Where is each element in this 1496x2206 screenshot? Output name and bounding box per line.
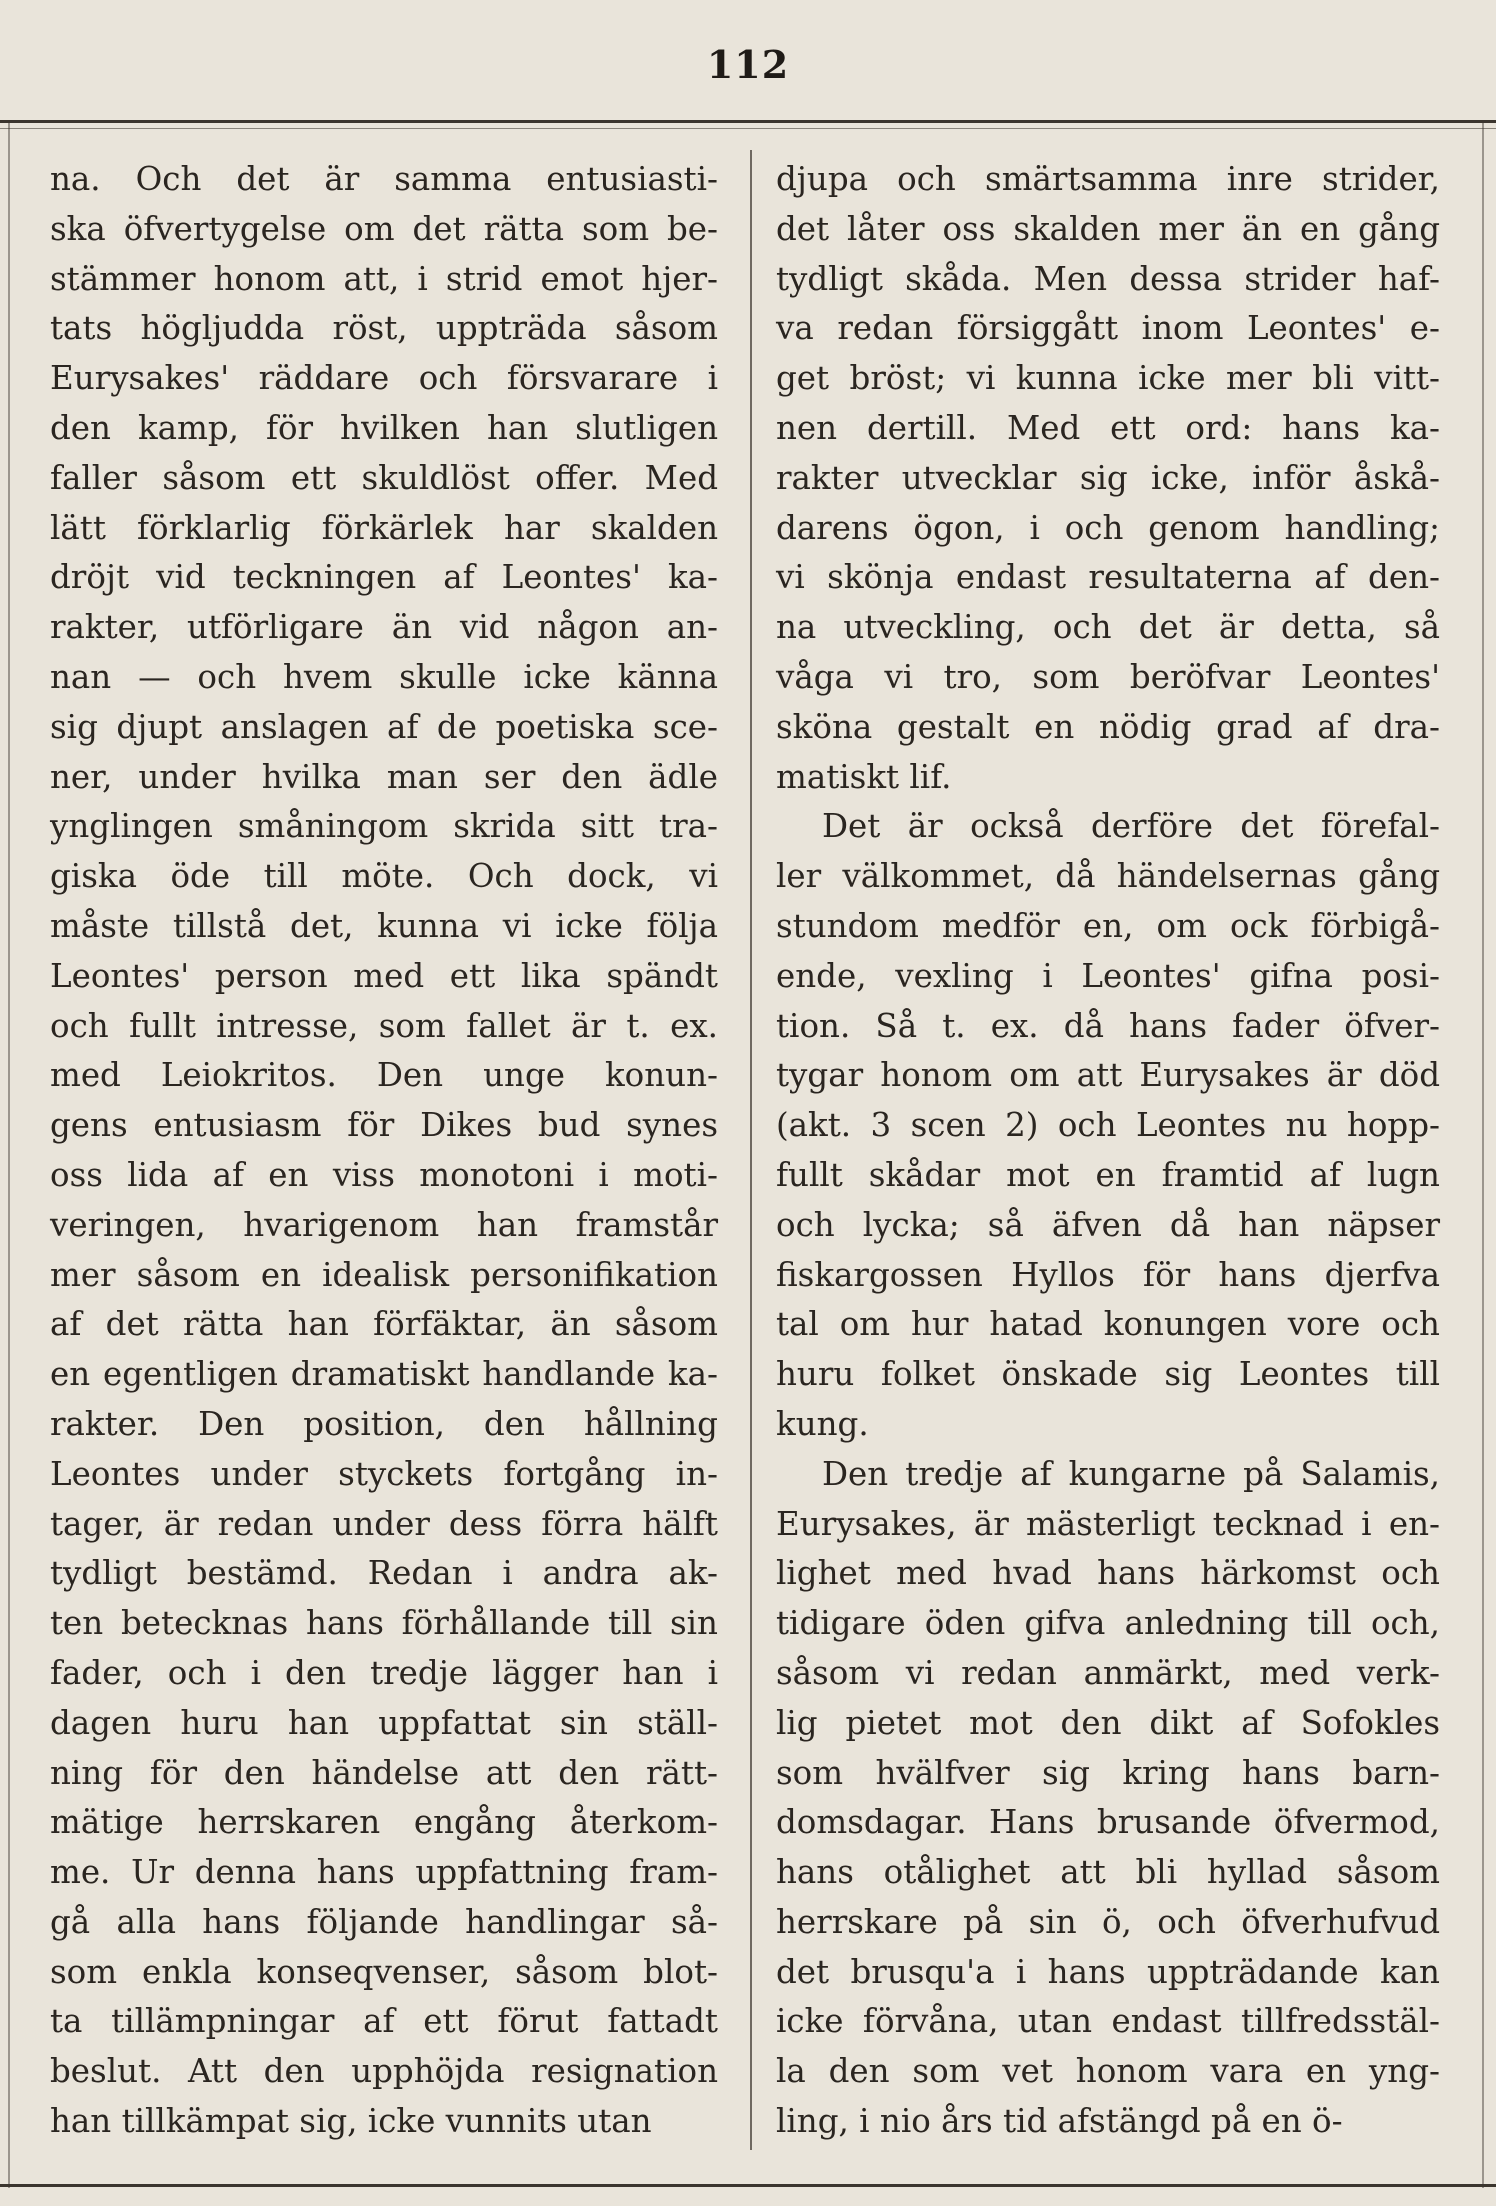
- left-border-rule: [8, 120, 10, 2188]
- text-line: Leontes under styckets fortgång in-: [50, 1454, 718, 1493]
- text-line: Leontes' person med ett lika spändt: [50, 956, 718, 995]
- text-line: vi skönja endast resultaterna af den-: [776, 558, 1440, 597]
- text-line: matiskt lif.: [776, 757, 952, 796]
- text-line: stämmer honom att, i strid emot hjer-: [50, 259, 718, 298]
- text-line: måste tillstå det, kunna vi icke följa: [50, 906, 718, 945]
- top-rule-thin: [0, 128, 1496, 129]
- text-line: gå alla hans följande handlingar så-: [50, 1902, 718, 1941]
- text-line: herrskare på sin ö, och öfverhufvud: [776, 1902, 1440, 1941]
- text-line: Det är också derföre det förefal-: [822, 807, 1440, 846]
- text-line: fullt skådar mot en framtid af lugn: [776, 1155, 1440, 1194]
- text-line: det låter oss skalden mer än en gång: [776, 209, 1440, 248]
- text-line: djupa och smärtsamma inre strider,: [776, 160, 1440, 198]
- text-line: faller såsom ett skuldlöst offer. Med: [50, 458, 718, 497]
- text-line: icke förvåna, utan endast tillfredsstäl-: [776, 2002, 1440, 2041]
- bottom-rule: [0, 2184, 1496, 2187]
- text-line: ska öfvertygelse om det rätta som be-: [50, 209, 718, 248]
- text-line: våga vi tro, som beröfvar Leontes': [776, 657, 1440, 696]
- text-line: oss lida af en viss monotoni i moti-: [50, 1155, 718, 1194]
- text-line: ta tillämpningar af ett förut fattadt: [50, 2002, 718, 2041]
- text-line: den kamp, för hvilken han slutligen: [50, 408, 718, 447]
- text-line: som hvälfver sig kring hans barn-: [776, 1753, 1440, 1792]
- text-line: ler välkommet, då händelsernas gång: [776, 857, 1440, 896]
- text-line: veringen, hvarigenom han framstår: [50, 1205, 718, 1244]
- text-line: Eurysakes' räddare och försvarare i: [50, 359, 718, 398]
- text-line: som enkla konseqvenser, såsom blot-: [50, 1952, 718, 1991]
- text-line: ten betecknas hans förhållande till sin: [50, 1604, 718, 1643]
- text-line: en egentligen dramatiskt handlande ka-: [50, 1355, 718, 1394]
- text-line: dagen huru han uppfattat sin ställ-: [50, 1703, 718, 1742]
- text-line: na. Och det är samma entusiasti-: [50, 160, 718, 198]
- text-line: tion. Så t. ex. då hans fader öfver-: [776, 1006, 1440, 1045]
- text-line: tydligt bestämd. Redan i andra ak-: [50, 1554, 718, 1593]
- text-line: nen dertill. Med ett ord: hans ka-: [776, 408, 1440, 447]
- text-line: af det rätta han förfäktar, än såsom: [50, 1305, 718, 1344]
- text-line: mer såsom en idealisk personifikation: [50, 1255, 718, 1294]
- text-line: gens entusiasm för Dikes bud synes: [50, 1106, 718, 1145]
- text-line: tidigare öden gifva anledning till och,: [776, 1604, 1440, 1643]
- text-line: beslut. Att den upphöjda resignation: [50, 2052, 718, 2091]
- text-line: och lycka; så äfven då han näpser: [776, 1205, 1440, 1244]
- text-line: ning för den händelse att den rätt-: [50, 1753, 718, 1792]
- text-line: med Leiokritos. Den unge konun-: [50, 1056, 718, 1095]
- column-divider: [750, 150, 752, 2150]
- text-line: tager, är redan under dess förra hälft: [50, 1504, 718, 1543]
- text-line: fiskargossen Hyllos för hans djerfva: [776, 1255, 1440, 1294]
- text-line: giska öde till möte. Och dock, vi: [50, 857, 718, 896]
- text-line: ende, vexling i Leontes' gifna posi-: [776, 956, 1440, 995]
- text-line: Eurysakes, är mästerligt tecknad i en-: [776, 1504, 1440, 1543]
- text-line: hans otålighet att bli hyllad såsom: [776, 1853, 1440, 1892]
- text-line: get bröst; vi kunna icke mer bli vitt-: [776, 359, 1440, 398]
- text-line: sköna gestalt en nödig grad af dra-: [776, 707, 1440, 746]
- text-line: tydligt skåda. Men dessa strider haf-: [776, 259, 1440, 298]
- text-line: kung.: [776, 1404, 869, 1443]
- text-line: ynglingen småningom skrida sitt tra-: [50, 807, 718, 846]
- text-line: tats högljudda röst, uppträda såsom: [50, 309, 718, 348]
- text-line: dröjt vid teckningen af Leontes' ka-: [50, 558, 718, 597]
- text-line: han tillkämpat sig, icke vunnits utan: [50, 2102, 652, 2141]
- text-line: mätige herrskaren engång återkom-: [50, 1803, 718, 1842]
- text-line: tal om hur hatad konungen vore och: [776, 1305, 1440, 1344]
- right-text-column: [776, 155, 1440, 2147]
- text-line: rakter utvecklar sig icke, inför åskå-: [776, 458, 1440, 497]
- text-line: lighet med hvad hans härkomst och: [776, 1554, 1440, 1593]
- text-line: darens ögon, i och genom handling;: [776, 508, 1440, 547]
- text-line: stundom medför en, om ock förbigå-: [776, 906, 1440, 945]
- right-border-rule: [1482, 120, 1484, 2188]
- text-line: lätt förklarlig förkärlek har skalden: [50, 508, 718, 547]
- text-line: nan — och hvem skulle icke känna: [50, 657, 718, 696]
- text-line: huru folket önskade sig Leontes till: [776, 1355, 1440, 1394]
- text-line: tygar honom om att Eurysakes är död: [776, 1056, 1440, 1095]
- text-line: na utveckling, och det är detta, så: [776, 608, 1440, 647]
- text-line: rakter, utförligare än vid någon an-: [50, 608, 718, 647]
- text-line: såsom vi redan anmärkt, med verk-: [776, 1653, 1440, 1692]
- text-line: Den tredje af kungarne på Salamis,: [822, 1454, 1440, 1493]
- text-line: (akt. 3 scen 2) och Leontes nu hopp-: [776, 1106, 1440, 1145]
- text-line: la den som vet honom vara en yng-: [776, 2052, 1440, 2091]
- page-number: 112: [706, 42, 790, 87]
- text-line: sig djupt anslagen af de poetiska sce-: [50, 707, 718, 746]
- text-line: va redan försiggått inom Leontes' e-: [776, 309, 1440, 348]
- left-text-column: [50, 155, 718, 2147]
- text-line: me. Ur denna hans uppfattning fram-: [50, 1853, 718, 1892]
- text-line: lig pietet mot den dikt af Sofokles: [776, 1703, 1440, 1742]
- text-line: fader, och i den tredje lägger han i: [50, 1653, 718, 1692]
- text-line: ling, i nio års tid afstängd på en ö-: [776, 2102, 1343, 2141]
- text-line: rakter. Den position, den hållning: [50, 1404, 718, 1443]
- text-line: det brusqu'a i hans uppträdande kan: [776, 1952, 1440, 1991]
- text-line: ner, under hvilka man ser den ädle: [50, 757, 718, 796]
- text-line: och fullt intresse, som fallet är t. ex.: [50, 1006, 718, 1045]
- text-line: domsdagar. Hans brusande öfvermod,: [776, 1803, 1440, 1842]
- top-rule: [0, 120, 1496, 123]
